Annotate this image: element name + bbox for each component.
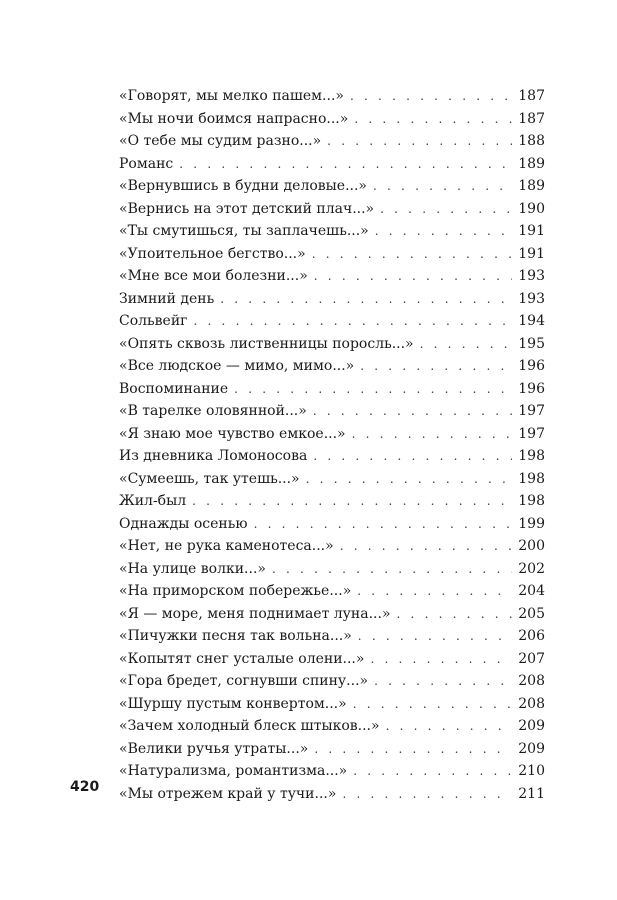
toc-entry-title: «Вернувшись в будни деловые...» bbox=[119, 178, 367, 194]
toc-dot-leader bbox=[313, 400, 512, 423]
toc-entry-page: 198 bbox=[518, 470, 545, 487]
toc-entry bbox=[119, 783, 545, 806]
toc-entry bbox=[119, 648, 545, 671]
toc-dot-leader bbox=[357, 580, 512, 603]
toc-entry-title: «Шуршу пустым конвертом...» bbox=[119, 695, 347, 712]
toc-entry-title: Зимний день bbox=[119, 290, 215, 307]
toc-entry bbox=[119, 333, 545, 356]
toc-dot-leader bbox=[314, 265, 512, 288]
toc-entry-title: «На улице волки...» bbox=[119, 560, 266, 577]
toc-entry-title: Сольвейг bbox=[119, 313, 188, 329]
toc-entry-page: 209 bbox=[518, 740, 545, 757]
toc-dot-leader bbox=[327, 130, 512, 153]
toc-entry-title: Воспоминание bbox=[119, 380, 229, 397]
toc-entry-page: 189 bbox=[518, 178, 545, 194]
toc-entry bbox=[119, 153, 545, 176]
toc-entry bbox=[119, 310, 545, 333]
toc-dot-leader bbox=[386, 715, 513, 738]
toc-dot-leader bbox=[220, 288, 512, 311]
toc-entry-title: «Зачем холодный блеск штыков...» bbox=[119, 718, 380, 734]
toc-entry-title: «Мы отрежем край у тучи...» bbox=[119, 785, 337, 802]
toc-entry-title: «На приморском побережье...» bbox=[119, 583, 352, 599]
toc-entry bbox=[119, 378, 545, 401]
toc-dot-leader bbox=[360, 355, 512, 378]
toc-entry bbox=[119, 265, 545, 288]
toc-entry-page: 188 bbox=[518, 133, 545, 149]
toc-dot-leader bbox=[306, 468, 513, 491]
toc-entry-page: 202 bbox=[518, 560, 545, 577]
toc-entry-page: 195 bbox=[518, 335, 545, 352]
toc-entry bbox=[119, 603, 545, 626]
toc-entry-page: 191 bbox=[518, 245, 545, 262]
toc-entry-page: 190 bbox=[518, 200, 545, 217]
toc-entry bbox=[119, 243, 545, 266]
toc-entry-title: Из дневника Ломоносова bbox=[119, 448, 308, 464]
toc-dot-leader bbox=[352, 423, 513, 446]
toc-dot-leader bbox=[312, 243, 513, 266]
toc-entry-page: 199 bbox=[518, 515, 545, 532]
toc-entry-title: «Натурализма, романтизма...» bbox=[119, 763, 348, 779]
toc-entry-title: Романс bbox=[119, 155, 174, 172]
toc-entry-title: «Опять сквозь лиственницы поросль...» bbox=[119, 335, 414, 352]
toc-entry bbox=[119, 760, 545, 783]
toc-entry-page: 204 bbox=[518, 583, 545, 599]
toc-dot-leader bbox=[192, 490, 512, 513]
toc-entry-page: 187 bbox=[518, 110, 545, 127]
toc-dot-leader bbox=[342, 783, 512, 806]
toc-entry bbox=[119, 130, 545, 153]
toc-dot-leader bbox=[420, 333, 513, 356]
toc-entry-page: 211 bbox=[518, 785, 545, 802]
toc-entry-title: «О тебе мы судим разно...» bbox=[119, 133, 322, 149]
toc-entry bbox=[119, 445, 545, 468]
toc-dot-leader bbox=[370, 648, 512, 671]
toc-dot-leader bbox=[397, 603, 513, 626]
toc-entry-title: «Я — море, меня поднимает луна...» bbox=[119, 605, 391, 622]
toc-entry-page: 193 bbox=[518, 290, 545, 307]
toc-entry bbox=[119, 400, 545, 423]
toc-entry-page: 206 bbox=[518, 628, 545, 644]
toc-entry-title: «Велики ручья утраты...» bbox=[119, 740, 309, 757]
toc-entry-page: 200 bbox=[518, 538, 545, 554]
toc-entry-title: «Пичужки песня так вольна...» bbox=[119, 628, 352, 644]
toc-entry-page: 197 bbox=[518, 403, 545, 419]
toc-dot-leader bbox=[350, 85, 512, 108]
toc-dot-leader bbox=[358, 625, 512, 648]
toc-entry-title: «Все людское — мимо, мимо...» bbox=[119, 358, 355, 374]
toc-entry-page: 209 bbox=[518, 718, 545, 734]
toc-dot-leader bbox=[313, 445, 512, 468]
toc-entry bbox=[119, 220, 545, 243]
toc-entry-page: 207 bbox=[518, 650, 545, 667]
toc-dot-leader bbox=[353, 760, 512, 783]
toc-entry-title: «В тарелке оловянной...» bbox=[119, 403, 307, 419]
toc-entry-title: «Ты смутишься, ты заплачешь...» bbox=[119, 223, 369, 239]
toc-entry-page: 198 bbox=[518, 493, 545, 509]
toc-dot-leader bbox=[374, 670, 512, 693]
toc-entry bbox=[119, 288, 545, 311]
toc-entry-page: 196 bbox=[518, 380, 545, 397]
toc-entry-title: «Я знаю мое чувство емкое...» bbox=[119, 425, 346, 442]
toc-entry-page: 187 bbox=[518, 88, 545, 104]
toc-entry-page: 198 bbox=[518, 448, 545, 464]
table-of-contents bbox=[119, 85, 545, 805]
toc-entry-title: «Нет, не рука каменотеса...» bbox=[119, 538, 334, 554]
toc-entry-page: 196 bbox=[518, 358, 545, 374]
toc-dot-leader bbox=[353, 693, 513, 716]
toc-entry-page: 208 bbox=[518, 695, 545, 712]
toc-entry bbox=[119, 693, 545, 716]
toc-entry bbox=[119, 468, 545, 491]
toc-entry-page: 197 bbox=[518, 425, 545, 442]
toc-dot-leader bbox=[272, 558, 512, 581]
toc-entry-page: 210 bbox=[518, 763, 545, 779]
toc-dot-leader bbox=[179, 153, 512, 176]
toc-entry-title: «Вернись на этот детский плач...» bbox=[119, 200, 375, 217]
toc-entry bbox=[119, 558, 545, 581]
toc-entry bbox=[119, 175, 545, 198]
toc-entry-page: 189 bbox=[518, 155, 545, 172]
toc-entry-page: 194 bbox=[518, 313, 545, 329]
toc-entry bbox=[119, 355, 545, 378]
toc-entry bbox=[119, 513, 545, 536]
toc-entry-page: 208 bbox=[518, 673, 545, 689]
toc-entry bbox=[119, 738, 545, 761]
toc-dot-leader bbox=[380, 198, 512, 221]
page-number: 420 bbox=[70, 779, 100, 795]
toc-entry bbox=[119, 670, 545, 693]
toc-entry-title: «Говорят, мы мелко пашем...» bbox=[119, 88, 344, 104]
toc-entry-title: «Мы ночи боимся напрасно...» bbox=[119, 110, 349, 127]
toc-entry-title: «Упоительное бегство...» bbox=[119, 245, 306, 262]
toc-entry-page: 193 bbox=[518, 268, 545, 284]
toc-dot-leader bbox=[340, 535, 513, 558]
toc-dot-leader bbox=[373, 175, 512, 198]
toc-entry bbox=[119, 580, 545, 603]
toc-entry-title: Жил-был bbox=[119, 493, 187, 509]
toc-entry bbox=[119, 423, 545, 446]
toc-dot-leader bbox=[354, 108, 512, 131]
toc-entry-title: «Копытят снег усталые олени...» bbox=[119, 650, 365, 667]
toc-entry-title: «Гора бредет, согнувши спину...» bbox=[119, 673, 369, 689]
toc-entry-page: 205 bbox=[518, 605, 545, 622]
toc-entry bbox=[119, 625, 545, 648]
toc-entry bbox=[119, 535, 545, 558]
toc-entry bbox=[119, 85, 545, 108]
toc-entry-title: Однажды осенью bbox=[119, 515, 248, 532]
toc-dot-leader bbox=[254, 513, 513, 536]
toc-entry-title: «Мне все мои болезни...» bbox=[119, 268, 308, 284]
toc-entry bbox=[119, 108, 545, 131]
toc-dot-leader bbox=[375, 220, 513, 243]
toc-entry-page: 191 bbox=[518, 223, 545, 239]
toc-entry bbox=[119, 198, 545, 221]
toc-dot-leader bbox=[314, 738, 512, 761]
toc-dot-leader bbox=[234, 378, 512, 401]
toc-entry bbox=[119, 715, 545, 738]
toc-entry bbox=[119, 490, 545, 513]
toc-dot-leader bbox=[194, 310, 513, 333]
toc-entry-title: «Сумеешь, так утешь...» bbox=[119, 470, 300, 487]
